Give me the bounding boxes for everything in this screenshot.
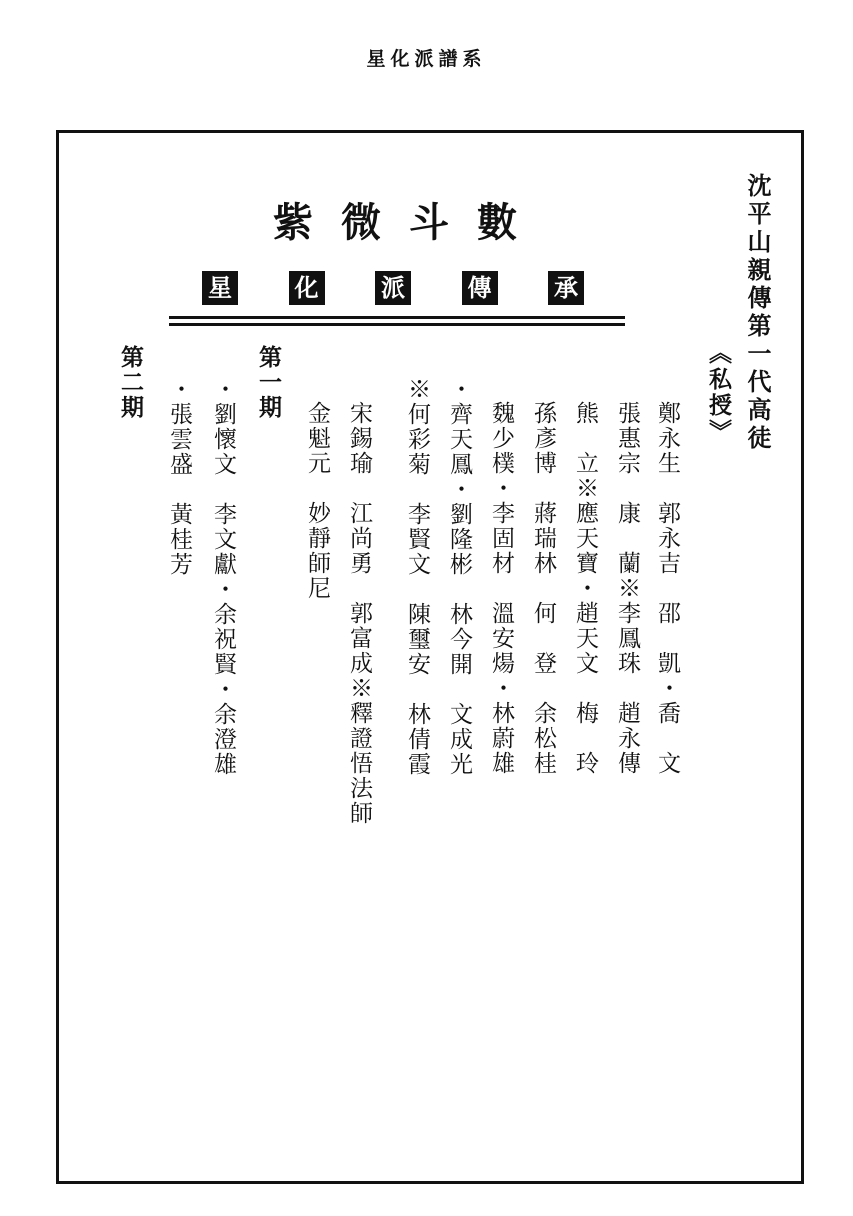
- name-column: 金魁元 妙靜師尼: [304, 401, 330, 601]
- badge-pai: 派: [375, 271, 411, 305]
- badge-cheng: 承: [548, 271, 584, 305]
- double-rule-bottom: [169, 323, 625, 326]
- name-column: ・齊天鳳・劉隆彬 林今開 文成光: [446, 377, 472, 777]
- badge-hua: 化: [289, 271, 325, 305]
- name-column: 宋錫瑜 江尚勇 郭富成※釋證悟法師: [346, 401, 372, 826]
- name-column: 孫彥博 蔣瑞林 何 登 余松桂: [530, 401, 556, 776]
- name-column: 張惠宗 康 蘭※李鳳珠 趙永傳: [614, 401, 640, 776]
- name-column: 鄭永生 郭永吉 邵 凱・喬 文: [654, 401, 680, 776]
- name-column: 熊 立※應天寶・趙天文 梅 玲: [572, 401, 598, 776]
- double-rule-top: [169, 316, 625, 319]
- badge-row: [202, 271, 584, 305]
- private-label: 《私授》: [705, 341, 732, 445]
- lineage-frame: [56, 130, 804, 1184]
- period-2-label: 第二期: [117, 345, 144, 420]
- badge-xing: 星: [202, 271, 238, 305]
- badge-chuan: 傳: [462, 271, 498, 305]
- main-title: 紫微斗數: [273, 199, 545, 246]
- period-1-label: 第一期: [255, 345, 282, 420]
- period-1-column: ・張雲盛 黃桂芳: [166, 377, 192, 577]
- name-column: ※何彩菊 李賢文 陳璽安 林倩霞: [404, 377, 430, 777]
- name-column: 魏少樸・李固材 溫安煬・林蔚雄: [488, 401, 514, 776]
- side-title: 沈平山親傳第一代高徒: [743, 173, 772, 453]
- page-header: 星化派譜系: [366, 48, 487, 70]
- period-1-column: ・劉懷文 李文獻・余祝賢・余澄雄: [210, 377, 236, 777]
